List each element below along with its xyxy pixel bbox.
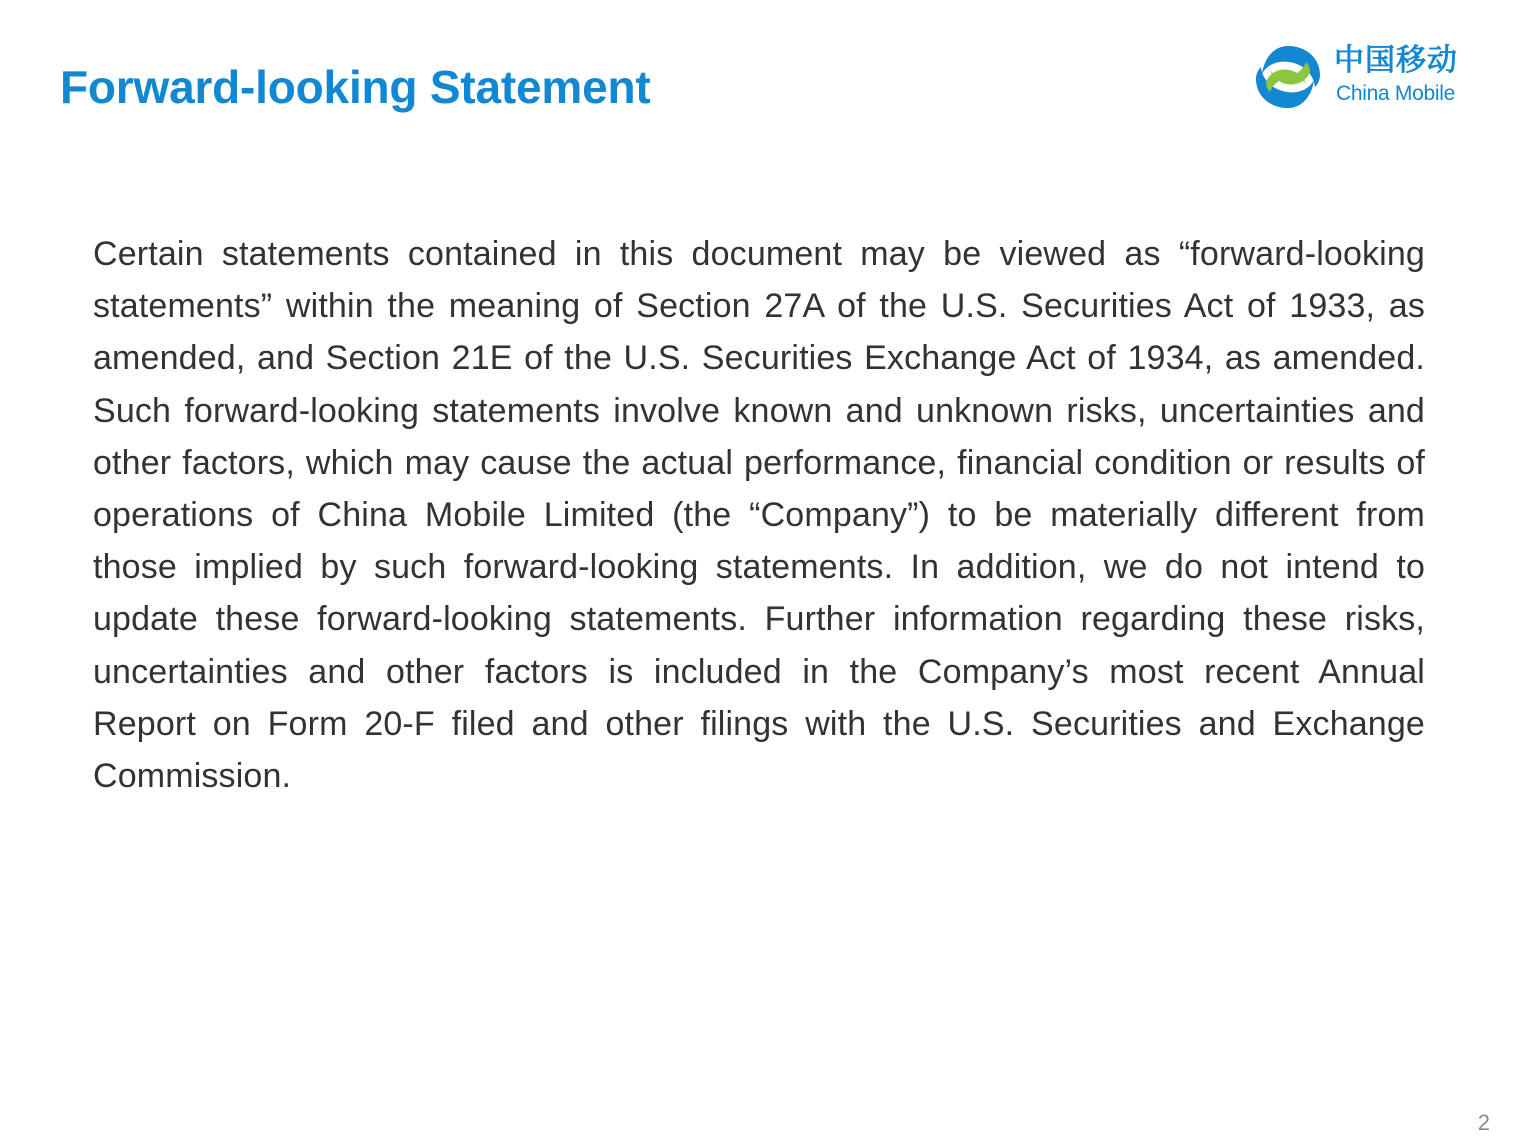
slide-title: Forward-looking Statement bbox=[60, 61, 651, 113]
forward-looking-statement-text: Certain statements contained in this document may be viewed as “forward-looking statements” within the meaning of Section 27A of the U.S. Securities Act of 1933, as amended, and Section 21E of the U.S. Securities Exchange Act of 1934, as amended. Such forward-looking statements involve known and unknown risks, uncertainties and other factors, which may cause the actual performance, financial condition or results of operations of China Mobile Limited (the “Company”) to be materially different from those implied by such forward-looking statements. In addition, we do not intend to update these forward-looking statements. Further information regarding these risks, uncertainties and other factors is included in the Company’s most recent Annual Report on Form 20-F filed and other filings with the U.S. Securities and Exchange Commission. bbox=[93, 235, 1425, 796]
china-mobile-logo-icon bbox=[1252, 42, 1324, 112]
logo-english-name: China Mobile bbox=[1336, 82, 1455, 105]
logo-chinese-name: 中国移动 bbox=[1334, 43, 1458, 78]
page-number: 2 bbox=[1477, 1110, 1490, 1135]
china-mobile-logo bbox=[1252, 42, 1478, 114]
